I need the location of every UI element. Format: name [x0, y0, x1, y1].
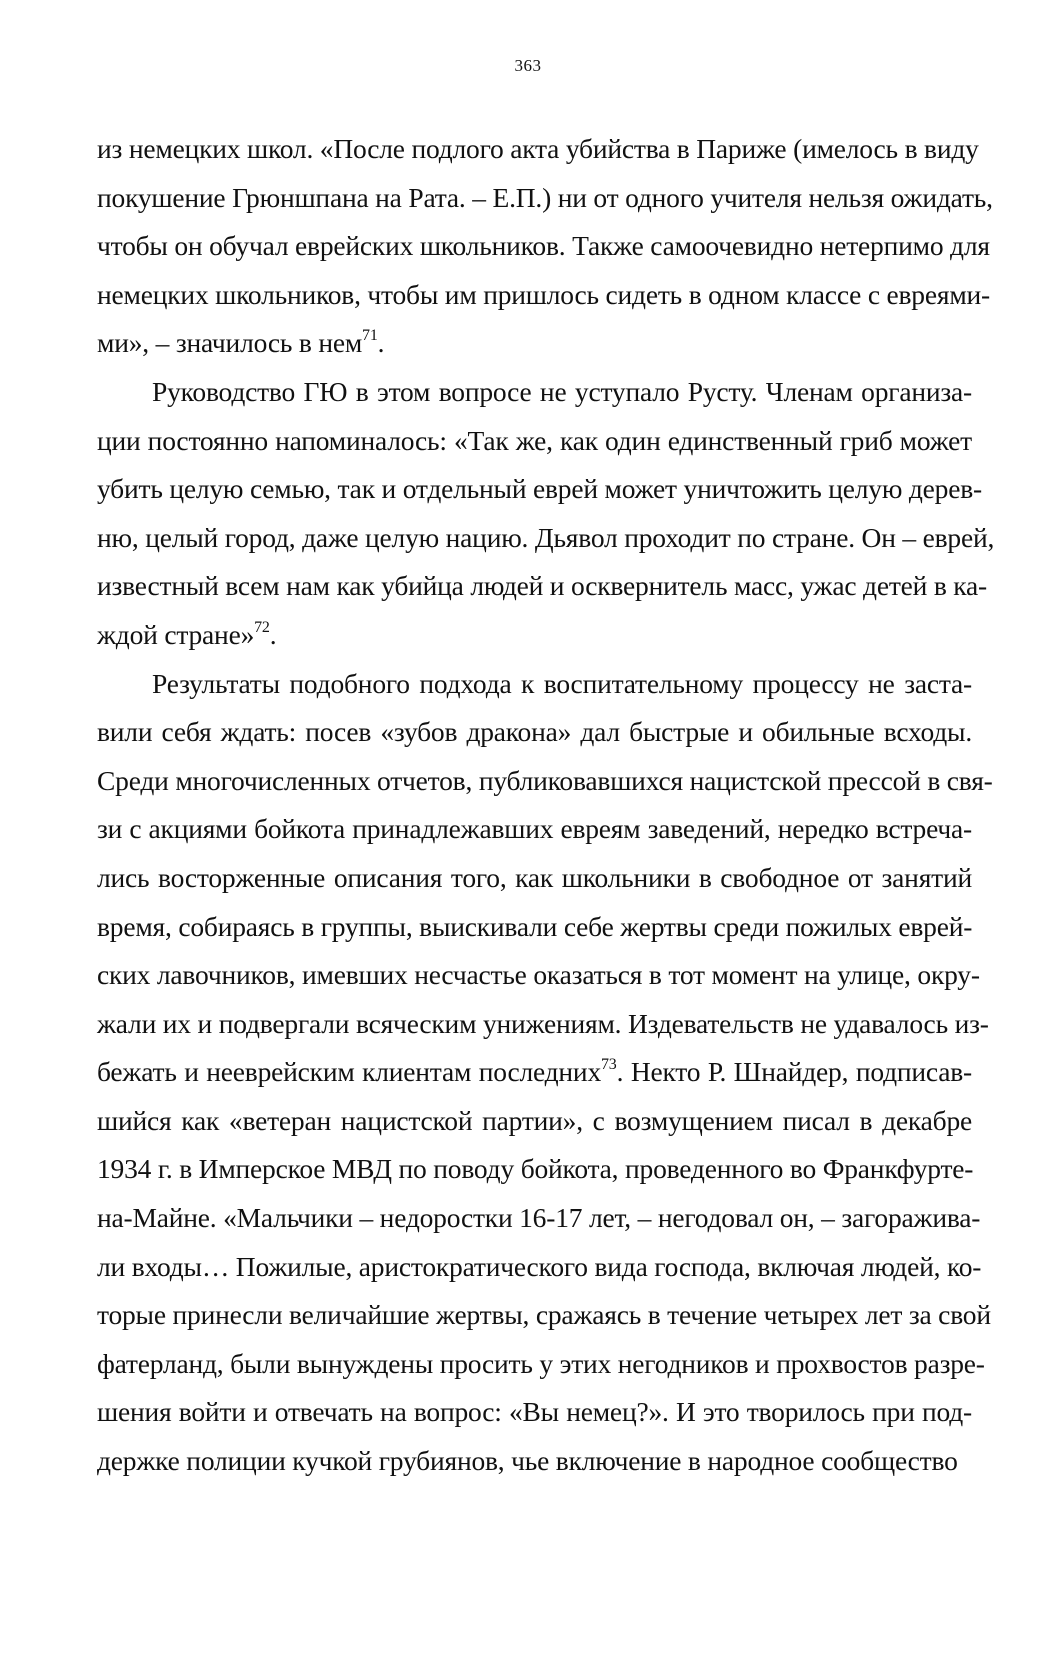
paragraph: [97, 125, 993, 368]
text-run: .: [269, 618, 277, 650]
text-line: [97, 757, 993, 806]
text-run: Среди многочисленных отчетов, публиковавшихся нацистской прессой в свя-: [97, 764, 993, 796]
text-run: . Некто Р. Шнайдер, подписав-: [616, 1056, 973, 1088]
text-run: ции постоянно напоминалось: «Так же, как один единственный гриб может: [97, 424, 972, 456]
text-line: [97, 1145, 972, 1194]
text-run: вили себя ждать: посев «зубов дракона» дал быстрые и обильные всходы.: [97, 716, 972, 748]
text-run: шения войти и отвечать на вопрос: «Вы немец?». И это творилось при под-: [97, 1396, 972, 1428]
text-run: жали их и подвергали всяческим унижениям. Издевательств не удавалось из-: [97, 1007, 989, 1039]
text-run: 1934 г. в Имперское МВД по поводу бойкота, проведенного во Франкфурте-: [97, 1153, 974, 1185]
body-text: [97, 125, 995, 1486]
text-run: ских лавочников, имевших несчастье оказаться в тот момент на улице, окру-: [97, 959, 980, 991]
text-line: [97, 1437, 972, 1486]
paragraph: [97, 368, 995, 660]
text-line: [97, 1048, 972, 1097]
text-line: [97, 222, 990, 271]
text-line: [97, 1000, 989, 1049]
text-line: [97, 1194, 981, 1243]
footnote-marker: 73: [601, 1056, 617, 1074]
text-line: [97, 319, 972, 368]
text-run: немецких школьников, чтобы им пришлось сидеть в одном классе с евреями-: [97, 278, 990, 310]
text-run: шийся как «ветеран нацистской партии», с возмущением писал в декабре: [97, 1104, 972, 1136]
text-run: убить целую семью, так и отдельный еврей может уничтожить целую дерев-: [97, 473, 982, 505]
text-line: [97, 854, 972, 903]
text-line: [97, 417, 972, 466]
text-run: чтобы он обучал еврейских школьников. Также самоочевидно нетерпимо для: [97, 230, 990, 262]
text-run: покушение Грюншпана на Рата. – Е.П.) ни от одного учителя нельзя ожидать,: [97, 181, 993, 213]
text-run: Руководство ГЮ в этом вопросе не уступало Русту. Членам организа-: [152, 375, 972, 407]
text-line: [97, 1243, 982, 1292]
text-line: [97, 368, 972, 417]
footnote-marker: 72: [254, 618, 270, 636]
text-run: лись восторженные описания того, как школьники в свободное от занятий: [97, 861, 972, 893]
text-line: [97, 514, 995, 563]
footnote-marker: 71: [362, 327, 378, 345]
paragraph: [97, 660, 993, 1486]
text-run: ню, целый город, даже целую нацию. Дьявол проходит по стране. Он – еврей,: [97, 521, 995, 553]
text-line: [97, 1340, 985, 1389]
text-run: торые принесли величайшие жертвы, сражаясь в течение четырех лет за свой: [97, 1299, 991, 1331]
text-line: [97, 1097, 972, 1146]
text-run: ждой стране»: [97, 618, 255, 650]
text-line: [97, 951, 980, 1000]
text-run: из немецких школ. «После подлого акта убийства в Париже (имелось в виду: [97, 133, 979, 164]
text-run: фатерланд, были вынуждены просить у этих негодников и прохвостов разре-: [97, 1347, 985, 1379]
text-line: [97, 465, 982, 514]
text-line: [97, 660, 972, 709]
text-run: на-Майне. «Мальчики – недоростки 16-17 лет, – негодовал он, – загоражива-: [97, 1202, 981, 1234]
text-run: Результаты подобного подхода к воспитательному процессу не заста-: [152, 667, 972, 699]
text-line: [97, 562, 988, 611]
text-line: [97, 1291, 991, 1340]
text-line: [97, 611, 972, 660]
text-run: .: [377, 327, 385, 359]
text-line: [97, 805, 972, 854]
text-run: ми», – значилось в нем: [97, 327, 363, 359]
text-run: бежать и нееврейским клиентам последних: [97, 1056, 601, 1088]
text-run: держке полиции кучкой грубиянов, чье включение в народное сообщество: [97, 1445, 958, 1477]
text-run: известный всем нам как убийца людей и осквернитель масс, ужас детей в ка-: [97, 570, 988, 602]
text-line: [97, 1388, 972, 1437]
text-run: зи с акциями бойкота принадлежавших евреям заведений, нередко встреча-: [97, 813, 972, 845]
text-run: время, собираясь в группы, выискивали себе жертвы среди пожилых еврей-: [97, 910, 973, 942]
text-line: [97, 125, 979, 174]
text-line: [97, 708, 972, 757]
page-number: 363: [514, 56, 542, 75]
text-run: ли входы… Пожилые, аристократического вида господа, включая людей, ко-: [97, 1250, 982, 1282]
text-line: [97, 903, 972, 952]
text-line: [97, 271, 990, 320]
text-line: [97, 174, 993, 223]
